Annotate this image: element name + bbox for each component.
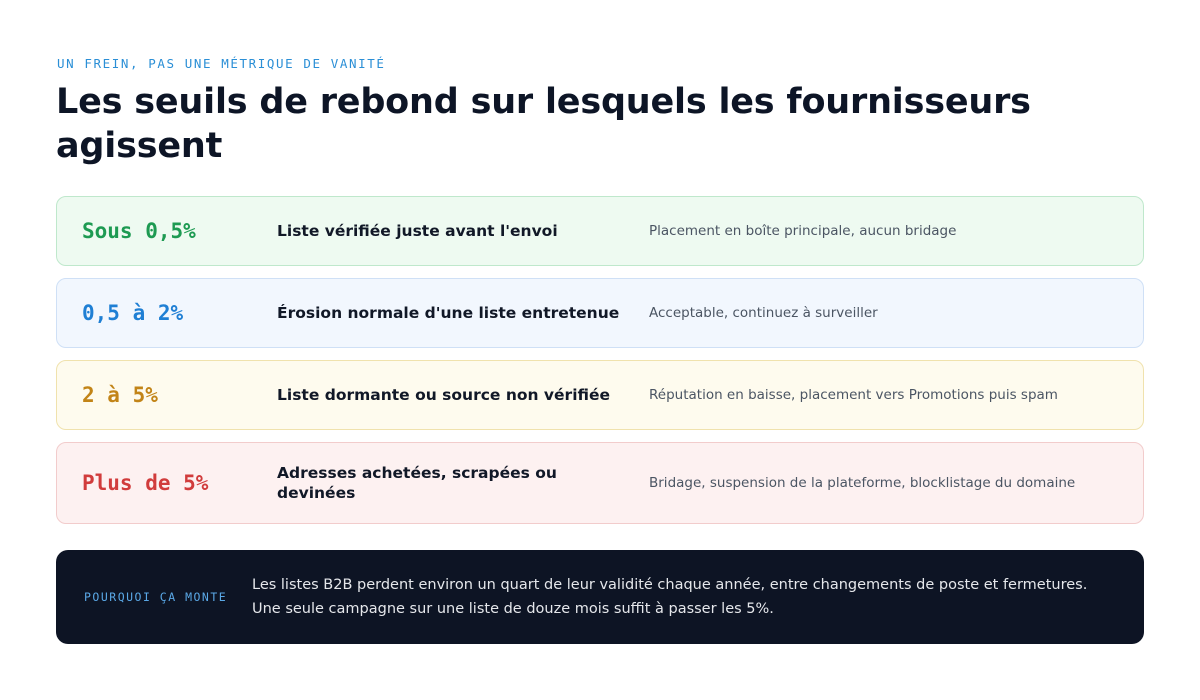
note-text: Les listes B2B perdent environ un quart de leur validité chaque année, entre changements de poste et fermetures. Une seule campagne sur une liste de douze mois suffit à passer les 5%.	[252, 577, 1088, 617]
page-title: Les seuils de rebond sur lesquels les fournisseurs agissent	[56, 82, 1031, 166]
threshold-rate: Plus de 5%	[82, 471, 209, 495]
threshold-cause: Liste vérifiée juste avant l'envoi	[277, 222, 558, 240]
threshold-rate: Sous 0,5%	[82, 219, 196, 243]
threshold-effect: Placement en boîte principale, aucun bridage	[649, 223, 957, 239]
threshold-effect: Acceptable, continuez à surveiller	[649, 305, 878, 321]
threshold-cause: Adresses achetées, scrapées ou devinées	[277, 464, 557, 502]
threshold-cause: Liste dormante ou source non vérifiée	[277, 386, 611, 404]
threshold-row-0-5-to-2	[56, 278, 1144, 348]
threshold-row-under-0-5	[56, 196, 1144, 266]
threshold-row-over-5	[56, 442, 1144, 524]
threshold-row-2-to-5	[56, 360, 1144, 430]
note-label: POURQUOI ÇA MONTE	[84, 590, 228, 604]
threshold-cause: Érosion normale d'une liste entretenue	[277, 304, 620, 322]
threshold-list	[56, 196, 1144, 536]
threshold-effect: Bridage, suspension de la plateforme, blocklistage du domaine	[649, 475, 1076, 491]
threshold-effect: Réputation en baisse, placement vers Promotions puis spam	[649, 387, 1058, 403]
threshold-rate: 0,5 à 2%	[82, 301, 184, 325]
eyebrow: UN FREIN, PAS UNE MÉTRIQUE DE VANITÉ	[57, 56, 386, 71]
threshold-rate: 2 à 5%	[82, 383, 158, 407]
why-note-panel	[56, 550, 1144, 644]
